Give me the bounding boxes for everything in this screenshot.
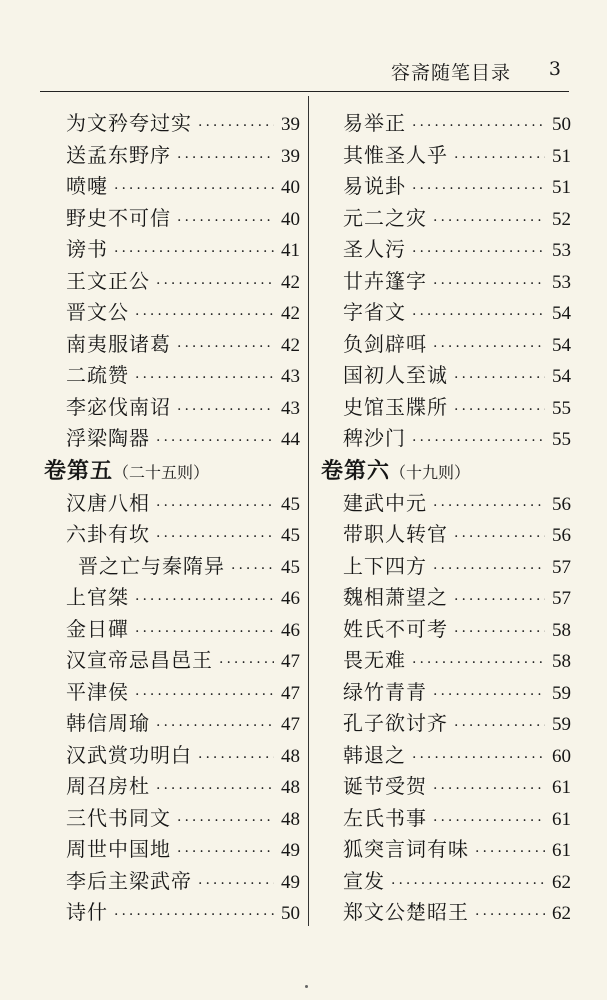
toc-entry bbox=[40, 203, 300, 235]
toc-entry-page: 40 bbox=[281, 208, 300, 230]
toc-entry-title: 上官桀 bbox=[66, 585, 129, 609]
volume-title: 卷第六 bbox=[321, 457, 391, 484]
toc-entry bbox=[40, 266, 300, 298]
toc-entry bbox=[317, 708, 571, 740]
toc-entry bbox=[317, 297, 571, 329]
toc-entry-page: 45 bbox=[281, 525, 300, 546]
toc-entry bbox=[40, 488, 300, 520]
header-rule bbox=[40, 91, 569, 92]
toc-entry-page: 61 bbox=[552, 808, 571, 830]
toc-entry-title: 周世中国地 bbox=[66, 837, 171, 861]
toc-entry-page: 60 bbox=[552, 745, 571, 767]
dot-leader bbox=[156, 522, 274, 554]
toc-entry bbox=[317, 582, 571, 614]
volume-heading bbox=[40, 455, 300, 488]
dot-leader bbox=[412, 648, 545, 680]
dot-leader bbox=[135, 617, 274, 649]
toc-entry bbox=[40, 708, 300, 740]
toc-entry-page: 51 bbox=[552, 145, 571, 167]
toc-entry-title: 六卦有坎 bbox=[66, 522, 150, 546]
toc-entry-page: 40 bbox=[281, 177, 300, 198]
dot-leader bbox=[433, 332, 545, 364]
dot-leader bbox=[198, 869, 274, 901]
toc-entry bbox=[40, 677, 300, 709]
toc-entry-title: 送孟东野序 bbox=[66, 142, 171, 167]
toc-entry-page: 57 bbox=[552, 556, 571, 578]
dot-leader bbox=[433, 774, 545, 806]
toc-entry bbox=[317, 108, 571, 140]
dot-leader bbox=[156, 426, 274, 458]
toc-entry bbox=[40, 140, 300, 172]
left-column bbox=[40, 108, 300, 929]
toc-entry-title: 晋文公 bbox=[66, 300, 129, 324]
toc-entry-title: 畏无难 bbox=[343, 648, 406, 672]
toc-entry-title: 二疏赞 bbox=[66, 363, 129, 387]
toc-entry-title: 宣发 bbox=[343, 868, 385, 893]
dot-leader bbox=[114, 174, 274, 206]
toc-entry bbox=[40, 614, 300, 646]
dot-leader bbox=[177, 206, 274, 238]
toc-entry-title: 圣人污 bbox=[343, 237, 406, 261]
toc-entry-title: 易举正 bbox=[343, 111, 406, 135]
toc-entry bbox=[40, 519, 300, 551]
toc-entry-title: 韩退之 bbox=[343, 742, 406, 767]
column-divider bbox=[308, 96, 309, 926]
toc-entry-title: 汉武赏功明白 bbox=[66, 742, 192, 767]
toc-entry-title: 其惟圣人乎 bbox=[343, 142, 448, 167]
page-header bbox=[0, 0, 607, 92]
toc-entry-page: 53 bbox=[552, 240, 571, 261]
toc-entry-page: 53 bbox=[552, 271, 571, 293]
toc-entry-title: 带职人转官 bbox=[343, 522, 448, 546]
toc-entry-title: 李后主梁武帝 bbox=[66, 868, 192, 893]
dot-leader bbox=[219, 648, 274, 680]
toc-entry-page: 46 bbox=[281, 619, 300, 641]
dot-leader bbox=[156, 269, 274, 301]
toc-entry bbox=[40, 108, 300, 140]
toc-entry-page: 50 bbox=[281, 903, 300, 924]
dot-leader bbox=[454, 617, 545, 649]
toc-entry-page: 49 bbox=[281, 871, 300, 893]
toc-entry bbox=[40, 360, 300, 392]
toc-entry-page: 54 bbox=[552, 334, 571, 356]
toc-entry bbox=[317, 677, 571, 709]
page-number: 3 bbox=[548, 58, 561, 80]
toc-entry-page: 59 bbox=[552, 714, 571, 735]
toc-entry-title: 国初人至诚 bbox=[343, 363, 448, 387]
toc-entry-page: 43 bbox=[281, 366, 300, 387]
dot-leader bbox=[135, 363, 274, 395]
dot-leader bbox=[177, 806, 274, 838]
toc-entry-title: 姓氏不可考 bbox=[343, 616, 448, 641]
toc-entry bbox=[317, 203, 571, 235]
toc-entry bbox=[317, 740, 571, 772]
toc-entry-page: 61 bbox=[552, 777, 571, 798]
right-column bbox=[317, 108, 571, 929]
toc-entry-title: 平津侯 bbox=[66, 679, 129, 704]
dot-leader bbox=[135, 585, 274, 617]
dot-leader bbox=[454, 585, 545, 617]
toc-entry-page: 49 bbox=[281, 840, 300, 861]
volume-title: 卷第五 bbox=[44, 457, 114, 484]
toc-entry-page: 41 bbox=[281, 240, 300, 261]
toc-entry bbox=[40, 645, 300, 677]
dot-leader bbox=[412, 300, 545, 332]
volume-count: （十九则） bbox=[390, 462, 471, 482]
footer-mark bbox=[305, 985, 308, 988]
toc-entry bbox=[40, 740, 300, 772]
toc-entry-title: 稗沙门 bbox=[343, 426, 406, 450]
toc-entry bbox=[317, 234, 571, 266]
dot-leader bbox=[412, 426, 545, 458]
dot-leader bbox=[114, 900, 274, 932]
toc-entry-title: 三代书同文 bbox=[66, 805, 171, 830]
toc-entry-page: 48 bbox=[281, 745, 300, 767]
toc-entry-title: 汉唐八相 bbox=[66, 490, 150, 515]
toc-entry-title: 魏相萧望之 bbox=[343, 585, 448, 609]
toc-entry bbox=[317, 614, 571, 646]
toc-entry bbox=[317, 140, 571, 172]
dot-leader bbox=[198, 743, 274, 775]
dot-leader bbox=[412, 743, 545, 775]
toc-entry-page: 54 bbox=[552, 303, 571, 324]
toc-entry bbox=[40, 582, 300, 614]
toc-entry-page: 62 bbox=[552, 871, 571, 893]
dot-leader bbox=[475, 837, 545, 869]
toc-entry-title: 汉宣帝忌昌邑王 bbox=[66, 648, 213, 672]
dot-leader bbox=[177, 837, 274, 869]
toc-entry-page: 42 bbox=[281, 271, 300, 293]
toc-entry-title: 谤书 bbox=[66, 237, 108, 261]
toc-entry-page: 45 bbox=[281, 493, 300, 515]
toc-entry-title: 上下四方 bbox=[343, 553, 427, 578]
dot-leader bbox=[177, 395, 274, 427]
dot-leader bbox=[156, 491, 274, 523]
toc-entry bbox=[40, 392, 300, 424]
dot-leader bbox=[433, 269, 545, 301]
volume-count: （二十五则） bbox=[113, 462, 210, 482]
toc-entry bbox=[317, 329, 571, 361]
toc-entry bbox=[317, 392, 571, 424]
toc-entry-page: 51 bbox=[552, 177, 571, 198]
toc-entry-page: 42 bbox=[281, 334, 300, 356]
dot-leader bbox=[454, 711, 545, 743]
toc-entry-title: 绿竹青青 bbox=[343, 679, 427, 704]
toc-entry bbox=[317, 645, 571, 677]
dot-leader bbox=[114, 237, 274, 269]
dot-leader bbox=[433, 680, 545, 712]
toc-entry-page: 48 bbox=[281, 777, 300, 798]
dot-leader bbox=[412, 111, 545, 143]
toc-entry-title: 建武中元 bbox=[343, 490, 427, 515]
toc-entry bbox=[40, 866, 300, 898]
toc-entry-page: 42 bbox=[281, 303, 300, 324]
dot-leader bbox=[412, 237, 545, 269]
book-title: 容斋随笔目录 bbox=[390, 62, 511, 84]
toc-entry-title: 晋之亡与秦隋异 bbox=[78, 553, 225, 578]
toc-entry-title: 易说卦 bbox=[343, 174, 406, 198]
toc-entry-page: 48 bbox=[281, 808, 300, 830]
toc-entry-page: 61 bbox=[552, 840, 571, 861]
toc-entry-title: 野史不可信 bbox=[66, 205, 171, 230]
toc-entry-title: 孔子欲讨齐 bbox=[343, 711, 448, 735]
toc-entry bbox=[317, 897, 571, 929]
toc-entry bbox=[317, 488, 571, 520]
dot-leader bbox=[454, 522, 545, 554]
toc-entry-page: 57 bbox=[552, 588, 571, 609]
toc-entry bbox=[40, 897, 300, 929]
toc-entry bbox=[317, 551, 571, 583]
toc-entry-title: 左氏书事 bbox=[343, 805, 427, 830]
dot-leader bbox=[391, 869, 545, 901]
toc-entry bbox=[40, 551, 300, 583]
toc-entry-title: 金日磾 bbox=[66, 616, 129, 641]
toc-entry-page: 58 bbox=[552, 651, 571, 672]
toc-entry bbox=[40, 803, 300, 835]
dot-leader bbox=[177, 332, 274, 364]
toc-entry-title: 郑文公楚昭王 bbox=[343, 900, 469, 924]
toc-entry bbox=[40, 329, 300, 361]
dot-leader bbox=[454, 363, 545, 395]
toc-entry-page: 47 bbox=[281, 651, 300, 672]
toc-entry bbox=[317, 423, 571, 455]
toc-entry bbox=[317, 834, 571, 866]
toc-entry-title: 诗什 bbox=[66, 900, 108, 924]
toc-entry bbox=[40, 171, 300, 203]
toc-entry-title: 李宓伐南诏 bbox=[66, 394, 171, 419]
toc-entry-page: 47 bbox=[281, 682, 300, 704]
toc-entry bbox=[40, 423, 300, 455]
toc-entry-title: 字省文 bbox=[343, 300, 406, 324]
dot-leader bbox=[231, 554, 274, 586]
toc-entry bbox=[317, 771, 571, 803]
toc-entry-page: 55 bbox=[552, 397, 571, 419]
dot-leader bbox=[433, 491, 545, 523]
toc-entry-title: 负剑辟咡 bbox=[343, 331, 427, 356]
dot-leader bbox=[412, 174, 545, 206]
dot-leader bbox=[135, 680, 274, 712]
toc-entry-page: 62 bbox=[552, 903, 571, 924]
toc-entry bbox=[40, 297, 300, 329]
toc-entry-title: 史馆玉牒所 bbox=[343, 394, 448, 419]
dot-leader bbox=[475, 900, 545, 932]
toc-entry-title: 浮梁陶器 bbox=[66, 426, 150, 450]
toc-entry-page: 56 bbox=[552, 493, 571, 515]
dot-leader bbox=[156, 774, 274, 806]
dot-leader bbox=[454, 395, 545, 427]
dot-leader bbox=[433, 554, 545, 586]
toc-entry bbox=[40, 771, 300, 803]
dot-leader bbox=[433, 806, 545, 838]
toc-entry-page: 52 bbox=[552, 208, 571, 230]
toc-entry-page: 44 bbox=[281, 429, 300, 450]
toc-entry-page: 50 bbox=[552, 114, 571, 135]
toc-entry-page: 59 bbox=[552, 682, 571, 704]
dot-leader bbox=[135, 300, 274, 332]
toc-entry-page: 43 bbox=[281, 397, 300, 419]
toc-entry bbox=[317, 803, 571, 835]
dot-leader bbox=[177, 143, 274, 175]
toc-entry-page: 47 bbox=[281, 714, 300, 735]
toc-entry-title: 周召房杜 bbox=[66, 774, 150, 798]
toc-entry bbox=[317, 866, 571, 898]
toc-entry-page: 56 bbox=[552, 525, 571, 546]
toc-entry-title: 韩信周瑜 bbox=[66, 711, 150, 735]
toc-entry-page: 39 bbox=[281, 145, 300, 167]
toc-entry bbox=[317, 360, 571, 392]
toc-entry bbox=[317, 266, 571, 298]
toc-entry bbox=[317, 519, 571, 551]
toc-entry bbox=[317, 171, 571, 203]
toc-entry-title: 廿卉篷字 bbox=[343, 268, 427, 293]
toc-entry-title: 南夷服诸葛 bbox=[66, 331, 171, 356]
dot-leader bbox=[198, 111, 274, 143]
toc-entry-title: 诞节受贺 bbox=[343, 774, 427, 798]
dot-leader bbox=[454, 143, 545, 175]
volume-heading bbox=[317, 455, 571, 488]
dot-leader bbox=[433, 206, 545, 238]
dot-leader bbox=[156, 711, 274, 743]
toc-entry bbox=[40, 234, 300, 266]
toc-entry-title: 为文矜夸过实 bbox=[66, 111, 192, 135]
toc-entry-page: 54 bbox=[552, 366, 571, 387]
toc-entry-title: 喷嚏 bbox=[66, 174, 108, 198]
toc-entry-page: 46 bbox=[281, 588, 300, 609]
toc-entry-page: 55 bbox=[552, 429, 571, 450]
toc-entry-title: 元二之灾 bbox=[343, 205, 427, 230]
toc-entry bbox=[40, 834, 300, 866]
toc-entry-title: 王文正公 bbox=[66, 268, 150, 293]
toc-entry-page: 39 bbox=[281, 114, 300, 135]
toc-entry-title: 狐突言词有味 bbox=[343, 837, 469, 861]
toc-entry-page: 58 bbox=[552, 619, 571, 641]
toc-entry-page: 45 bbox=[281, 556, 300, 578]
